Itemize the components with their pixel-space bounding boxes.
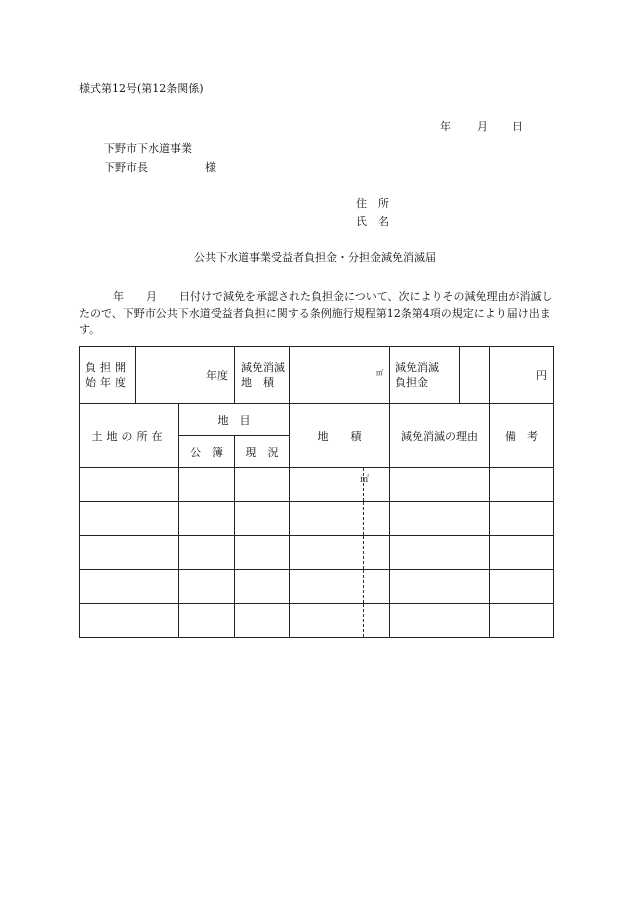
applicant-address-label: 住 所 xyxy=(356,197,389,210)
location-cell[interactable] xyxy=(80,468,179,502)
kobo-header: 公 簿 xyxy=(179,436,235,468)
reason-cell[interactable] xyxy=(390,468,490,502)
table-row xyxy=(80,604,554,638)
chiseki-cell[interactable] xyxy=(290,536,390,570)
area-label: 減免消滅 地 積 xyxy=(235,347,290,404)
location-header: 土地の所在 xyxy=(80,404,179,468)
biko-cell[interactable] xyxy=(490,468,554,502)
genkyo-cell[interactable] xyxy=(235,502,290,536)
kobo-cell[interactable] xyxy=(179,604,235,638)
reason-cell[interactable] xyxy=(390,536,490,570)
biko-cell[interactable] xyxy=(490,536,554,570)
kobo-cell[interactable] xyxy=(179,468,235,502)
decimal-divider xyxy=(363,536,364,569)
location-cell[interactable] xyxy=(80,570,179,604)
location-cell[interactable] xyxy=(80,536,179,570)
reason-cell[interactable] xyxy=(390,604,490,638)
decimal-divider xyxy=(363,604,364,637)
date-year-label: 年 xyxy=(440,120,451,133)
applicant-name-label: 氏 名 xyxy=(356,215,389,228)
start-year-label: 負担開 始年度 xyxy=(80,347,136,404)
location-cell[interactable] xyxy=(80,502,179,536)
genkyo-cell[interactable] xyxy=(235,604,290,638)
amount-cell xyxy=(390,347,490,404)
header-row-top xyxy=(80,404,554,436)
table-row xyxy=(80,468,554,502)
chimoku-header: 地 目 xyxy=(179,404,290,436)
decimal-divider xyxy=(363,502,364,535)
start-year-value[interactable]: 年度 xyxy=(136,347,235,404)
biko-cell[interactable] xyxy=(490,570,554,604)
kobo-cell[interactable] xyxy=(179,570,235,604)
genkyo-cell[interactable] xyxy=(235,570,290,604)
addressee-honorific: 様 xyxy=(205,161,216,174)
genkyo-cell[interactable] xyxy=(235,468,290,502)
table-row xyxy=(80,536,554,570)
kobo-cell[interactable] xyxy=(179,536,235,570)
genkyo-cell[interactable] xyxy=(235,536,290,570)
document-title: 公共下水道事業受益者負担金・分担金減免消滅届 xyxy=(194,251,436,264)
table-row xyxy=(80,570,554,604)
date-day-label: 日 xyxy=(512,120,523,133)
amount-value[interactable]: 円 xyxy=(490,347,554,404)
form-number: 様式第12号(第12条関係) xyxy=(79,82,204,95)
chiseki-cell[interactable] xyxy=(290,570,390,604)
reason-cell[interactable] xyxy=(390,570,490,604)
chiseki-header: 地 積 xyxy=(290,404,390,468)
location-cell[interactable] xyxy=(80,604,179,638)
kobo-cell[interactable] xyxy=(179,502,235,536)
genkyo-header: 現 況 xyxy=(235,436,290,468)
chiseki-cell[interactable] xyxy=(290,604,390,638)
sqm-unit: ㎡ xyxy=(360,475,370,485)
biko-cell[interactable] xyxy=(490,604,554,638)
chiseki-cell[interactable] xyxy=(290,468,390,502)
area-value[interactable]: ㎡ xyxy=(290,347,390,404)
date-month-label: 月 xyxy=(477,120,488,133)
addressee-org: 下野市下水道事業 xyxy=(104,142,192,155)
reason-header: 減免消滅の理由 xyxy=(390,404,490,468)
form-table xyxy=(79,346,554,638)
addressee-mayor: 下野市長 xyxy=(104,161,148,174)
amount-label: 減免消滅 負担金 xyxy=(390,347,460,403)
decimal-divider xyxy=(363,468,364,501)
body-text: 年 月 日付けで減免を承認された負担金について、次によりその減免理由が消滅したので、下野市公共下水道受益者負担に関する条例施行規程第12条第4項の規定により届け出ます。 xyxy=(79,290,553,336)
summary-row xyxy=(80,347,554,404)
chiseki-cell[interactable] xyxy=(290,502,390,536)
decimal-divider xyxy=(363,570,364,603)
table-row xyxy=(80,502,554,536)
biko-header: 備 考 xyxy=(490,404,554,468)
biko-cell[interactable] xyxy=(490,502,554,536)
reason-cell[interactable] xyxy=(390,502,490,536)
